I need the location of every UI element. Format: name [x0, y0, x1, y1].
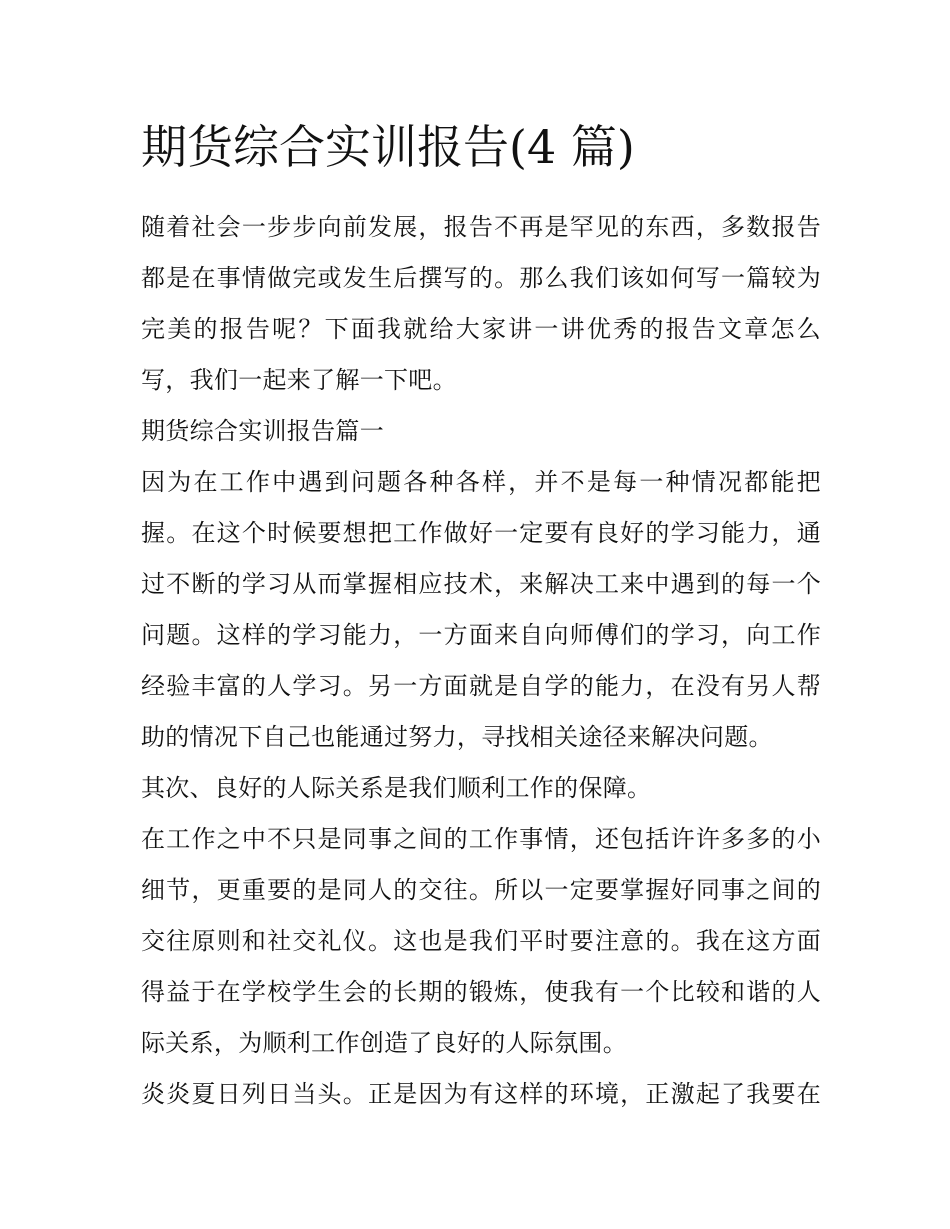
text-line: 期货综合实训报告篇一 [141, 417, 384, 445]
text-line: 助的情况下自己也能通过努力，寻找相关途径来解决问题。 [141, 723, 773, 751]
text-line: 写，我们一起来了解一下吧。 [141, 366, 457, 394]
text-line: 交往原则和社交礼仪。这也是我们平时要注意的。我在这方面 [141, 927, 821, 955]
document-body [141, 202, 821, 1120]
text-line: 细节，更重要的是同人的交往。所以一定要掌握好同事之间的 [141, 876, 821, 904]
text-line: 经验丰富的人学习。另一方面就是自学的能力，在没有另人帮 [141, 672, 821, 700]
text-line: 炎炎夏日列日当头。正是因为有这样的环境，正激起了我要在 [141, 1080, 821, 1108]
text-line: 随着社会一步步向前发展，报告不再是罕见的东西，多数报告 [141, 213, 821, 241]
document-title: 期货综合实训报告(4 篇) [141, 120, 635, 174]
text-line: 在工作之中不只是同事之间的工作事情，还包括许许多多的小 [141, 825, 821, 853]
text-line: 其次、良好的人际关系是我们顺利工作的保障。 [141, 774, 652, 802]
text-line: 因为在工作中遇到问题各种各样，并不是每一种情况都能把 [141, 468, 821, 496]
text-line: 都是在事情做完或发生后撰写的。那么我们该如何写一篇较为 [141, 264, 821, 292]
text-line: 际关系，为顺利工作创造了良好的人际氛围。 [141, 1029, 627, 1057]
text-line: 问题。这样的学习能力，一方面来自向师傅们的学习，向工作 [141, 621, 821, 649]
text-line: 得益于在学校学生会的长期的锻炼，使我有一个比较和谐的人 [141, 978, 821, 1006]
text-line: 握。在这个时候要想把工作做好一定要有良好的学习能力，通 [141, 519, 821, 547]
text-line: 过不断的学习从而掌握相应技术，来解决工来中遇到的每一个 [141, 570, 821, 598]
text-line: 完美的报告呢？下面我就给大家讲一讲优秀的报告文章怎么 [141, 315, 821, 343]
document-content [141, 112, 821, 1120]
